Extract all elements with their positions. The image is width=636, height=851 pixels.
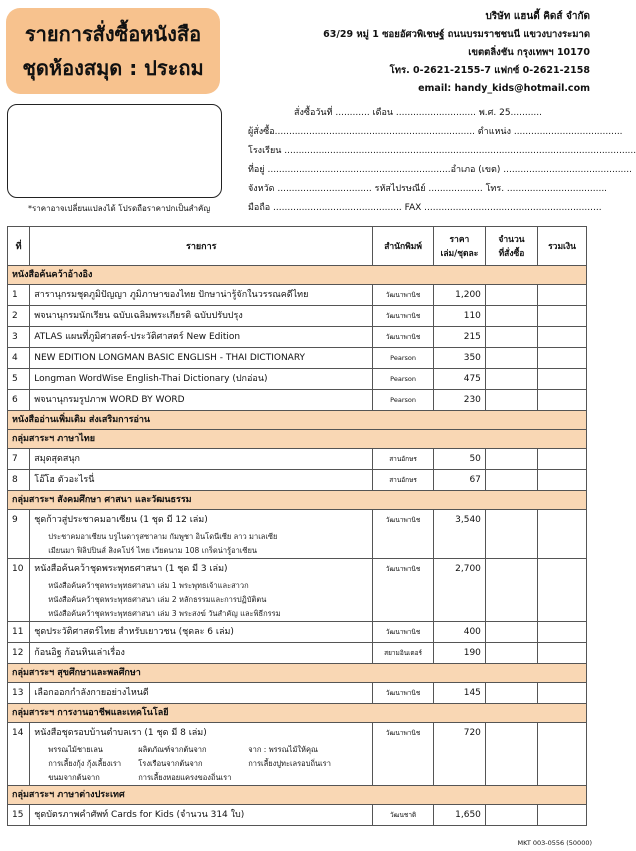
- row-number: 3: [8, 327, 30, 348]
- header-total: รวมเงิน: [538, 227, 587, 266]
- row-publisher: สยามอินเตอร์: [373, 643, 434, 664]
- header-no: ที่: [8, 227, 30, 266]
- row-publisher: วัฒนาพานิช: [373, 683, 434, 704]
- item-title: ชุดบัตรภาพคำศัพท์ Cards for Kids (จำนวน 314 ใบ): [34, 810, 245, 820]
- section-title: กลุ่มสาระฯ สังคมศึกษา ศาสนา และวัฒนธรรม: [8, 491, 587, 510]
- table-row: [8, 369, 587, 390]
- row-total-input[interactable]: [538, 306, 587, 327]
- row-total-input[interactable]: [538, 449, 587, 470]
- section-title: หนังสืออ่านเพิ่มเติม ส่งเสริมการอ่าน: [8, 411, 587, 430]
- row-qty-input[interactable]: [485, 390, 537, 411]
- company-info: [323, 8, 590, 98]
- company-email: email: handy_kids@hotmail.com: [418, 83, 590, 94]
- row-publisher: Pearson: [373, 390, 434, 411]
- item-title: พจนานุกรมนักเรียน ฉบับเฉลิมพระเกียรติ ฉบับปรับปรุง: [34, 311, 243, 321]
- row-publisher: Pearson: [373, 369, 434, 390]
- row-price: 145: [433, 683, 485, 704]
- item-detail: [248, 771, 368, 785]
- row-item: [30, 348, 373, 369]
- row-publisher: วัฒนาพานิช: [373, 285, 434, 306]
- item-detail: ผลิตภัณฑ์จากต้นจาก: [138, 745, 207, 754]
- table-row: [8, 510, 587, 559]
- item-title: ชุดก้าวสู่ประชาคมอาเซียน (1 ชุด มี 12 เล่ม): [34, 515, 208, 525]
- table-row: [8, 285, 587, 306]
- row-price: 50: [433, 449, 485, 470]
- row-publisher: วัฒนาพานิช: [373, 559, 434, 622]
- row-qty-input[interactable]: [485, 285, 537, 306]
- form-school[interactable]: โรงเรียน ...........................................................................................................................: [248, 146, 636, 156]
- item-title: หนังสือชุดรอบบ้านตำบลเรา (1 ชุด มี 8 เล่ม): [34, 728, 207, 738]
- row-item: [30, 723, 373, 786]
- row-total-input[interactable]: [538, 510, 587, 559]
- table-row: [8, 559, 587, 622]
- row-publisher: วัฒนาพานิช: [373, 510, 434, 559]
- item-title: ก้อนอิฐ ก้อนหินเล่าเรื่อง: [34, 648, 125, 658]
- form-mobile[interactable]: มือถือ ............................................. FAX ..............................................................: [248, 203, 602, 213]
- row-qty-input[interactable]: [485, 723, 537, 786]
- row-number: 9: [8, 510, 30, 559]
- row-item: [30, 306, 373, 327]
- row-number: 6: [8, 390, 30, 411]
- row-publisher: วัฒนาพานิช: [373, 306, 434, 327]
- row-item: [30, 622, 373, 643]
- row-item: [30, 390, 373, 411]
- row-number: 13: [8, 683, 30, 704]
- section-row: [8, 664, 587, 683]
- item-detail: ขนมจากต้นจาก: [48, 773, 100, 782]
- row-qty-input[interactable]: [485, 470, 537, 491]
- row-total-input[interactable]: [538, 622, 587, 643]
- form-orderer[interactable]: ผู้สั่งซื้อ...................................................................... ตำแหน่ง ......................................: [248, 127, 623, 137]
- row-total-input[interactable]: [538, 805, 587, 826]
- row-total-input[interactable]: [538, 285, 587, 306]
- table-row: [8, 348, 587, 369]
- header-price: ราคา เล่ม/ชุดละ: [433, 227, 485, 266]
- section-title: กลุ่มสาระฯ สุขศึกษาและพลศึกษา: [8, 664, 587, 683]
- row-number: 10: [8, 559, 30, 622]
- section-title: กลุ่มสาระฯ การงานอาชีพและเทคโนโลยี: [8, 704, 587, 723]
- row-item: [30, 470, 373, 491]
- company-phone: โทร. 0-2621-2155-7 แฟกซ์ 0-2621-2158: [389, 65, 590, 76]
- section-row: [8, 430, 587, 449]
- row-price: 230: [433, 390, 485, 411]
- row-publisher: วัฒนชาติ: [373, 805, 434, 826]
- title-line2: ชุดห้องสมุด : ประถม: [22, 56, 204, 80]
- row-qty-input[interactable]: [485, 348, 537, 369]
- item-title: ATLAS แผนที่ภูมิศาสตร์-ประวัติศาสตร์ New Edition: [34, 332, 241, 342]
- row-price: 190: [433, 643, 485, 664]
- row-qty-input[interactable]: [485, 622, 537, 643]
- item-detail: หนังสือค้นคว้าชุดพระพุทธศาสนา เล่ม 3 พระสงฆ์ วันสำคัญ และพิธีกรรม: [48, 609, 281, 618]
- row-publisher: สานอักษร: [373, 470, 434, 491]
- row-qty-input[interactable]: [485, 327, 537, 348]
- row-price: 1,200: [433, 285, 485, 306]
- row-qty-input[interactable]: [485, 805, 537, 826]
- table-row: [8, 622, 587, 643]
- company-address1: 63/29 หมู่ 1 ซอยอัศวพิเชษฐ์ ถนนบรมราชชนนี แขวงบางระมาด: [323, 29, 590, 40]
- row-total-input[interactable]: [538, 390, 587, 411]
- row-publisher: วัฒนาพานิช: [373, 622, 434, 643]
- item-detail: การเลี้ยงปูทะเลรอบถิ่นเรา: [248, 759, 331, 768]
- title-line1: รายการสั่งซื้อหนังสือ: [24, 22, 202, 46]
- row-price: 720: [433, 723, 485, 786]
- row-item: [30, 805, 373, 826]
- order-form: [248, 104, 636, 218]
- section-title: กลุ่มสาระฯ ภาษาไทย: [8, 430, 587, 449]
- row-item: [30, 449, 373, 470]
- item-title: NEW EDITION LONGMAN BASIC ENGLISH - THAI DICTIONARY: [34, 353, 306, 363]
- section-row: [8, 704, 587, 723]
- row-qty-input[interactable]: [485, 449, 537, 470]
- row-total-input[interactable]: [538, 683, 587, 704]
- item-detail: ประชาคมอาเซียน บรูไนดารุสซาลาม กัมพูชา อินโดนีเซีย ลาว มาเลเซีย: [48, 532, 278, 541]
- table-row: [8, 390, 587, 411]
- row-item: [30, 327, 373, 348]
- header-publisher: สำนักพิมพ์: [373, 227, 434, 266]
- section-title: กลุ่มสาระฯ ภาษาต่างประเทศ: [8, 786, 587, 805]
- row-number: 12: [8, 643, 30, 664]
- row-price: 3,540: [433, 510, 485, 559]
- item-detail: โรงเรือนจากต้นจาก: [138, 759, 203, 768]
- table-row: [8, 643, 587, 664]
- item-title: ชุดประวัติศาสตร์ไทย สำหรับเยาวชน (ชุดละ 6 เล่ม): [34, 627, 234, 637]
- row-publisher: สานอักษร: [373, 449, 434, 470]
- row-number: 5: [8, 369, 30, 390]
- title-box: [6, 8, 220, 94]
- item-detail: การเลี้ยงหอยแครงของถิ่นเรา: [138, 773, 232, 782]
- price-note: *ราคาอาจเปลี่ยนแปลงได้ โปรดถือราคาปกเป็นสำคัญ: [28, 204, 211, 213]
- section-row: [8, 266, 587, 285]
- row-number: 15: [8, 805, 30, 826]
- item-detail: เมียนมา ฟิลิปปินส์ สิงคโปร์ ไทย เวียดนาม 108 เกร็ดน่ารู้อาเซียน: [48, 546, 257, 555]
- table-row: [8, 327, 587, 348]
- item-title: สมุดสุดสนุก: [34, 454, 80, 464]
- row-qty-input[interactable]: [485, 683, 537, 704]
- row-number: 1: [8, 285, 30, 306]
- table-row: [8, 683, 587, 704]
- item-detail: พรรณไม้ชายเลน: [48, 745, 103, 754]
- table-row: [8, 449, 587, 470]
- row-item: [30, 369, 373, 390]
- row-publisher: Pearson: [373, 348, 434, 369]
- row-total-input[interactable]: [538, 369, 587, 390]
- row-price: 475: [433, 369, 485, 390]
- item-detail-grid: [34, 743, 368, 785]
- table-row: [8, 470, 587, 491]
- row-price: 1,650: [433, 805, 485, 826]
- row-price: 110: [433, 306, 485, 327]
- row-total-input[interactable]: [538, 348, 587, 369]
- section-title: หนังสือค้นคว้าอ้างอิง: [8, 266, 587, 285]
- row-price: 67: [433, 470, 485, 491]
- row-price: 350: [433, 348, 485, 369]
- row-number: 11: [8, 622, 30, 643]
- row-publisher: วัฒนาพานิช: [373, 327, 434, 348]
- item-title: Longman WordWise English-Thai Dictionary (ปกอ่อน): [34, 374, 268, 384]
- row-total-input[interactable]: [538, 470, 587, 491]
- row-qty-input[interactable]: [485, 369, 537, 390]
- row-item: [30, 643, 373, 664]
- item-title: หนังสือค้นคว้าชุดพระพุทธศาสนา (1 ชุด มี 3 เล่ม): [34, 564, 228, 574]
- row-number: 2: [8, 306, 30, 327]
- company-address2: เขตตลิ่งชัน กรุงเทพฯ 10170: [468, 47, 590, 58]
- item-detail: หนังสือค้นคว้าชุดพระพุทธศาสนา เล่ม 2 หลักธรรมและการปฏิบัติตน: [48, 595, 267, 604]
- row-number: 7: [8, 449, 30, 470]
- order-table: [7, 226, 587, 826]
- row-publisher: วัฒนาพานิช: [373, 723, 434, 786]
- row-price: 215: [433, 327, 485, 348]
- item-title: เลือกออกกำลังกายอย่างไหนดี: [34, 688, 149, 698]
- row-item: [30, 559, 373, 622]
- row-number: 8: [8, 470, 30, 491]
- row-number: 14: [8, 723, 30, 786]
- section-row: [8, 411, 587, 430]
- stamp-box[interactable]: [7, 104, 222, 198]
- row-item: [30, 510, 373, 559]
- row-total-input[interactable]: [538, 559, 587, 622]
- item-title: โอ๊โฮ ตัวอะไรนี่: [34, 475, 95, 485]
- row-price: 2,700: [433, 559, 485, 622]
- row-qty-input[interactable]: [485, 510, 537, 559]
- table-row: [8, 306, 587, 327]
- section-row: [8, 491, 587, 510]
- table-row: [8, 805, 587, 826]
- item-title: พจนานุกรมรูปภาพ WORD BY WORD: [34, 395, 185, 405]
- row-item: [30, 285, 373, 306]
- row-qty-input[interactable]: [485, 559, 537, 622]
- header-item: รายการ: [30, 227, 373, 266]
- header-qty: จำนวน ที่สั่งซื้อ: [485, 227, 537, 266]
- row-item: [30, 683, 373, 704]
- row-total-input[interactable]: [538, 327, 587, 348]
- row-total-input[interactable]: [538, 643, 587, 664]
- row-price: 400: [433, 622, 485, 643]
- section-row: [8, 786, 587, 805]
- row-number: 4: [8, 348, 30, 369]
- row-qty-input[interactable]: [485, 643, 537, 664]
- item-title: สารานุกรมชุดภูมิปัญญา ภูมิภาษาของไทย ปักษาน่ารู้จักในวรรณคดีไทย: [34, 290, 309, 300]
- row-qty-input[interactable]: [485, 306, 537, 327]
- form-address[interactable]: ที่อยู่ ................................................................อำเภอ (เขต) .............................................: [248, 165, 632, 175]
- company-name: บริษัท แฮนดี้ คิดส์ จำกัด: [485, 11, 590, 22]
- item-detail: การเลี้ยงกุ้ง กุ้งเลี้ยงเรา: [48, 759, 122, 768]
- row-total-input[interactable]: [538, 723, 587, 786]
- item-detail: หนังสือค้นคว้าชุดพระพุทธศาสนา เล่ม 1 พระพุทธเจ้าและสาวก: [48, 581, 249, 590]
- form-province[interactable]: จังหวัด ................................. รหัสไปรษณีย์ ................... โทร. ...................................: [248, 184, 608, 194]
- table-row: [8, 723, 587, 786]
- form-date[interactable]: สั่งซื้อวันที่ ............ เดือน ............................ พ.ศ. 25...........: [293, 108, 543, 118]
- document-code: MKT 003-0556 (50000): [517, 839, 592, 847]
- item-detail: จาก : พรรณไม้ให้คุณ: [248, 745, 318, 754]
